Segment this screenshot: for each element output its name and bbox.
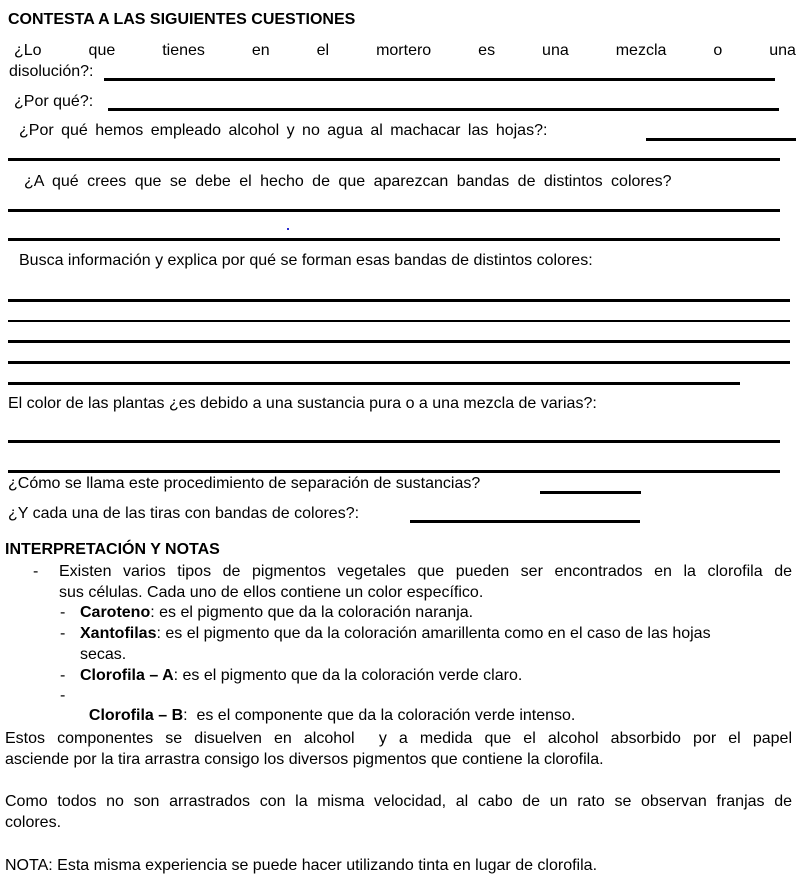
bullet-marker: - xyxy=(60,667,66,684)
question-1-line-2: disolución?: xyxy=(9,63,94,80)
stray-dot xyxy=(287,228,289,230)
answer-line-q2[interactable] xyxy=(108,108,779,111)
answer-line-q5-3[interactable] xyxy=(8,340,790,343)
answer-line-q3-inline[interactable] xyxy=(646,138,796,141)
intro-line-2: sus células. Cada uno de ellos contiene un color específico. xyxy=(59,584,484,601)
paragraph-1-line-2: asciende por la tira arrastra consigo los diversos pigmentos que contiene la clorofila. xyxy=(5,751,604,768)
answer-line-q3[interactable] xyxy=(8,158,780,161)
pigment-name: Caroteno xyxy=(80,604,151,621)
word: una xyxy=(542,42,569,59)
pigment-desc: : es el pigmento que da la coloración amarillenta como en el caso de las hojas xyxy=(156,625,711,642)
question-1-line-1 xyxy=(14,41,796,61)
word: que xyxy=(88,42,116,59)
answer-line-q6-1[interactable] xyxy=(8,440,780,443)
pigment-caroteno xyxy=(80,603,473,623)
word: es xyxy=(478,42,496,59)
bullet-marker: - xyxy=(60,687,66,704)
pigment-desc: : es el componente que da la coloración verde intenso. xyxy=(183,707,576,724)
word: mortero xyxy=(376,42,432,59)
pigment-name: Clorofila – B xyxy=(88,707,184,724)
pigment-desc: : es el pigmento que da la coloración verde claro. xyxy=(173,667,523,684)
pigment-clorofila-a xyxy=(80,666,522,686)
word: tienes xyxy=(162,42,205,59)
word: en xyxy=(251,42,270,59)
bullet-marker: - xyxy=(60,625,66,642)
word: ¿Lo xyxy=(14,42,42,59)
answer-line-q4-1[interactable] xyxy=(8,209,780,212)
section-title-questions: CONTESTA A LAS SIGUIENTES CUESTIONES xyxy=(8,11,356,28)
question-5-label: Busca información y explica por qué se forman esas bandas de distintos colores: xyxy=(19,252,593,269)
pigment-name: Clorofila – A xyxy=(80,667,174,684)
bullet-marker: - xyxy=(60,604,66,621)
question-4-label: ¿A qué crees que se debe el hecho de que aparezcan bandas de distintos colores? xyxy=(24,173,672,190)
bullet-marker: - xyxy=(33,563,39,580)
pigment-clorofila-b xyxy=(80,686,575,726)
question-7-label: ¿Cómo se llama este procedimiento de separación de sustancias? xyxy=(8,475,481,492)
pigment-xantofilas xyxy=(80,624,792,644)
word: el xyxy=(316,42,330,59)
question-3-label: ¿Por qué hemos empleado alcohol y no agua al machacar las hojas?: xyxy=(19,122,548,139)
answer-line-q5-1[interactable] xyxy=(8,299,790,302)
answer-line-q5-2[interactable] xyxy=(8,320,790,322)
note: NOTA: Esta misma experiencia se puede hacer utilizando tinta en lugar de clorofila. xyxy=(5,857,598,874)
answer-line-q7[interactable] xyxy=(540,491,641,494)
word: mezcla xyxy=(615,42,667,59)
answer-line-q6-2[interactable] xyxy=(8,470,780,473)
intro-line-1: Existen varios tipos de pigmentos vegetales que pueden ser encontrados en la clorofila de xyxy=(59,563,792,580)
word: o xyxy=(713,42,723,59)
paragraph-2-line-1: Como todos no son arrastrados con la misma velocidad, al cabo de un rato se observan franjas de xyxy=(5,793,792,810)
answer-line-q8[interactable] xyxy=(410,520,640,523)
question-8-label: ¿Y cada una de las tiras con bandas de colores?: xyxy=(8,505,360,522)
question-2-label: ¿Por qué?: xyxy=(14,93,94,110)
question-6-label: El color de las plantas ¿es debido a una sustancia pura o a una mezcla de varias?: xyxy=(8,395,597,412)
answer-line-q4-2[interactable] xyxy=(8,238,780,241)
word: una xyxy=(769,42,796,59)
answer-line-q5-5[interactable] xyxy=(8,382,740,385)
paragraph-2-line-2: colores. xyxy=(5,814,62,831)
answer-line-q1[interactable] xyxy=(104,78,775,81)
answer-line-q5-4[interactable] xyxy=(8,361,790,364)
section-title-interpretation: INTERPRETACIÓN Y NOTAS xyxy=(5,541,220,558)
paragraph-1-line-1: Estos componentes se disuelven en alcohol y a medida que el alcohol absorbido por el papel xyxy=(5,730,792,747)
pigment-xantofilas-cont: secas. xyxy=(80,646,127,663)
pigment-name: Xantofilas xyxy=(80,625,157,642)
pigment-desc: : es el pigmento que da la coloración naranja. xyxy=(150,604,474,621)
